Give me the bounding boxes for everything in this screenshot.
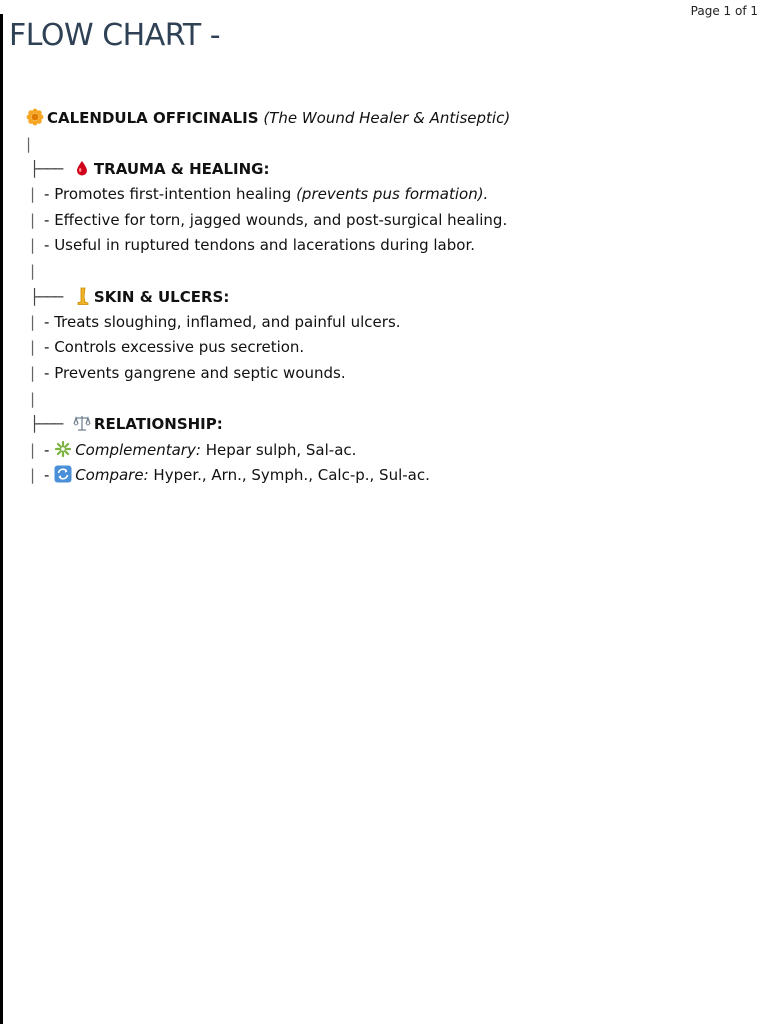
blood-drop-icon bbox=[73, 159, 91, 177]
list-item: | - Prevents gangrene and septic wounds. bbox=[30, 364, 346, 382]
list-item: | - Controls excessive pus secretion. bbox=[30, 338, 305, 356]
root-name: CALENDULA OFFICINALIS bbox=[47, 109, 259, 127]
tree-spacer: | bbox=[30, 262, 36, 280]
tree-spacer: | bbox=[26, 135, 32, 153]
root-node bbox=[26, 108, 510, 128]
cycle-arrows-icon bbox=[54, 465, 72, 483]
list-item: | - Effective for torn, jagged wounds, and post-surgical healing. bbox=[30, 211, 508, 229]
tree-spacer: | bbox=[30, 390, 36, 408]
section-heading-relationship: ├─── RELATIONSHIP: bbox=[30, 415, 223, 433]
branch-connector: ├─── bbox=[30, 288, 63, 306]
scales-icon bbox=[73, 414, 91, 432]
flower-icon bbox=[26, 108, 44, 126]
list-item: | - Treats sloughing, inflamed, and painful ulcers. bbox=[30, 313, 401, 331]
list-item: | - Compare: Hyper., Arn., Symph., Calc-p., Sul-ac. bbox=[30, 466, 430, 484]
list-item: | - Useful in ruptured tendons and lacerations during labor. bbox=[30, 236, 476, 254]
branch-connector: ├─── bbox=[30, 160, 63, 178]
branch-connector: ├─── bbox=[30, 415, 63, 433]
list-item: | - Promotes first-intention healing (prevents pus formation). bbox=[30, 185, 489, 203]
page-number: Page 1 of 1 bbox=[690, 4, 758, 18]
root-subtitle: (The Wound Healer & Antiseptic) bbox=[263, 109, 511, 127]
page-left-border bbox=[0, 14, 3, 1024]
section-heading-trauma: ├─── TRAUMA & HEALING: bbox=[30, 160, 270, 178]
document-title: FLOW CHART - bbox=[9, 18, 221, 53]
list-item: | - Complementary: Hepar sulph, Sal-ac. bbox=[30, 441, 357, 459]
leg-icon bbox=[73, 287, 91, 305]
section-heading-skin: ├─── SKIN & ULCERS: bbox=[30, 288, 230, 306]
sparkle-icon bbox=[54, 440, 72, 458]
